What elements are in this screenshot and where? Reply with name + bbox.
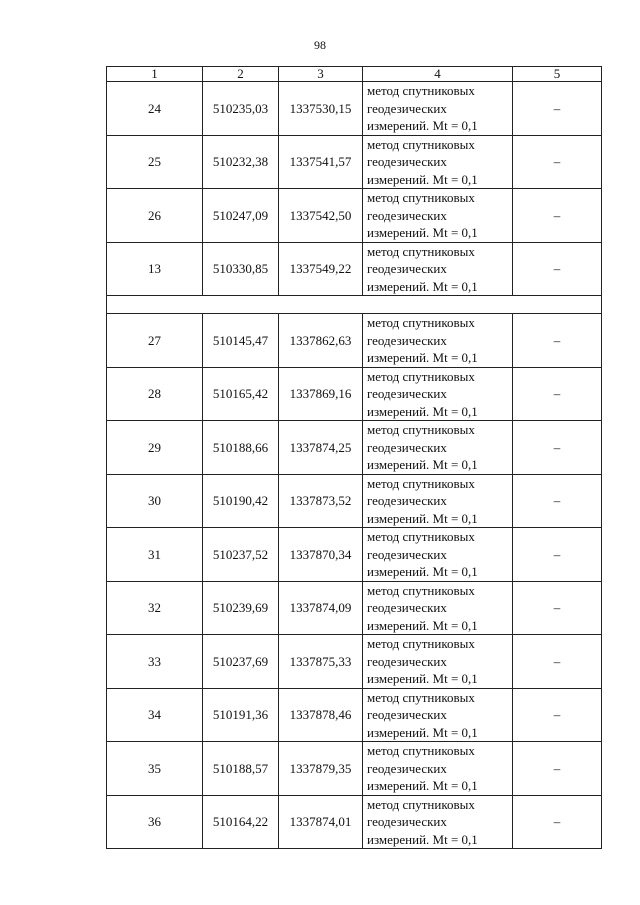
method-cell: [363, 474, 513, 528]
column-5-value: –: [513, 742, 602, 796]
column-5-value: –: [513, 581, 602, 635]
coordinate-x: 510235,03: [203, 82, 279, 136]
header-cell-3: 3: [279, 67, 363, 82]
method-line-2: геодезических: [367, 707, 447, 722]
separator-cell: [107, 296, 602, 314]
method-cell: [363, 314, 513, 368]
point-number: 34: [107, 688, 203, 742]
method-line-3: измерений. Mt = 0,1: [367, 617, 478, 633]
column-5-value: –: [513, 367, 602, 421]
method-line-3: измерений. Mt = 0,1: [367, 724, 478, 740]
method-line-3: измерений. Mt = 0,1: [367, 118, 478, 133]
method-line-1: метод спутниковых: [367, 190, 475, 205]
point-number: 35: [107, 742, 203, 796]
coordinate-y: 1337878,46: [279, 688, 363, 742]
table-row: [107, 135, 602, 189]
point-number: 31: [107, 528, 203, 582]
header-cell-1: 1: [107, 67, 203, 82]
coordinate-y: 1337874,09: [279, 581, 363, 635]
column-5-value: –: [513, 635, 602, 689]
coordinates-table: [106, 66, 602, 849]
method-cell: [363, 242, 513, 296]
coordinate-y: 1337879,35: [279, 742, 363, 796]
table-row: [107, 635, 602, 689]
coordinate-x: 510330,85: [203, 242, 279, 296]
coordinate-y: 1337874,01: [279, 795, 363, 849]
point-number: 29: [107, 421, 203, 475]
method-line-3: измерений. Mt = 0,1: [367, 171, 478, 187]
coordinate-x: 510237,52: [203, 528, 279, 582]
coordinate-y: 1337862,63: [279, 314, 363, 368]
coordinate-y: 1337870,34: [279, 528, 363, 582]
method-cell: [363, 135, 513, 189]
column-5-value: –: [513, 314, 602, 368]
point-number: 36: [107, 795, 203, 849]
table-row: [107, 367, 602, 421]
method-line-1: метод спутниковых: [367, 83, 475, 98]
method-line-2: геодезических: [367, 814, 447, 829]
method-line-3: измерений. Mt = 0,1: [367, 457, 478, 472]
point-number: 32: [107, 581, 203, 635]
column-5-value: –: [513, 421, 602, 475]
method-line-2: геодезических: [367, 332, 447, 348]
method-cell: [363, 189, 513, 243]
point-number: 13: [107, 242, 203, 296]
point-number: 25: [107, 135, 203, 189]
method-line-3: измерений. Mt = 0,1: [367, 225, 478, 240]
coordinate-x: 510247,09: [203, 189, 279, 243]
table-row: [107, 688, 602, 742]
coordinate-x: 510191,36: [203, 688, 279, 742]
column-5-value: –: [513, 242, 602, 296]
method-line-1: метод спутниковых: [367, 636, 475, 651]
method-line-3: измерений. Mt = 0,1: [367, 671, 478, 686]
method-line-1: метод спутниковых: [367, 136, 475, 152]
coordinate-x: 510188,57: [203, 742, 279, 796]
point-number: 24: [107, 82, 203, 136]
method-line-1: метод спутниковых: [367, 529, 475, 544]
table-header-row: [107, 67, 602, 82]
method-line-2: геодезических: [367, 386, 447, 401]
method-line-3: измерений. Mt = 0,1: [367, 831, 478, 847]
header-cell-2: 2: [203, 67, 279, 82]
method-line-2: геодезических: [367, 207, 447, 223]
method-cell: [363, 528, 513, 582]
method-line-2: геодезических: [367, 154, 447, 169]
table-row: [107, 528, 602, 582]
method-line-2: геодезических: [367, 653, 447, 669]
method-cell: [363, 742, 513, 796]
coordinate-x: 510232,38: [203, 135, 279, 189]
table-row: [107, 581, 602, 635]
method-line-1: метод спутниковых: [367, 475, 475, 491]
coordinate-y: 1337874,25: [279, 421, 363, 475]
table-row: [107, 474, 602, 528]
method-line-2: геодезических: [367, 100, 447, 116]
method-cell: [363, 795, 513, 849]
table-row: [107, 421, 602, 475]
point-number: 33: [107, 635, 203, 689]
method-line-1: метод спутниковых: [367, 243, 475, 259]
coordinate-x: 510164,22: [203, 795, 279, 849]
method-line-1: метод спутниковых: [367, 368, 475, 384]
column-5-value: –: [513, 189, 602, 243]
coordinate-y: 1337875,33: [279, 635, 363, 689]
table-row: [107, 242, 602, 296]
method-line-2: геодезических: [367, 546, 447, 562]
method-line-3: измерений. Mt = 0,1: [367, 564, 478, 579]
method-line-1: метод спутниковых: [367, 315, 475, 330]
coordinate-y: 1337549,22: [279, 242, 363, 296]
coordinate-x: 510165,42: [203, 367, 279, 421]
method-line-3: измерений. Mt = 0,1: [367, 510, 478, 526]
coordinate-y: 1337541,57: [279, 135, 363, 189]
column-5-value: –: [513, 82, 602, 136]
method-cell: [363, 688, 513, 742]
method-line-2: геодезических: [367, 600, 447, 615]
method-line-2: геодезических: [367, 760, 447, 776]
coordinate-x: 510237,69: [203, 635, 279, 689]
method-line-1: метод спутниковых: [367, 582, 475, 598]
method-line-3: измерений. Mt = 0,1: [367, 350, 478, 365]
point-number: 27: [107, 314, 203, 368]
coordinate-x: 510188,66: [203, 421, 279, 475]
method-line-2: геодезических: [367, 261, 447, 276]
point-number: 26: [107, 189, 203, 243]
column-5-value: –: [513, 795, 602, 849]
method-line-1: метод спутниковых: [367, 689, 475, 705]
point-number: 30: [107, 474, 203, 528]
coordinate-y: 1337542,50: [279, 189, 363, 243]
page-number: 98: [314, 38, 326, 52]
coordinate-x: 510239,69: [203, 581, 279, 635]
method-line-2: геодезических: [367, 439, 447, 455]
table-row: [107, 82, 602, 136]
method-line-1: метод спутниковых: [367, 743, 475, 758]
method-cell: [363, 82, 513, 136]
column-5-value: –: [513, 135, 602, 189]
table-row: [107, 314, 602, 368]
coordinate-x: 510190,42: [203, 474, 279, 528]
method-line-3: измерений. Mt = 0,1: [367, 278, 478, 294]
table-row: [107, 795, 602, 849]
coordinate-y: 1337530,15: [279, 82, 363, 136]
method-cell: [363, 367, 513, 421]
coordinate-y: 1337873,52: [279, 474, 363, 528]
coordinate-x: 510145,47: [203, 314, 279, 368]
table-row: [107, 189, 602, 243]
point-number: 28: [107, 367, 203, 421]
column-5-value: –: [513, 474, 602, 528]
method-line-3: измерений. Mt = 0,1: [367, 403, 478, 419]
method-cell: [363, 635, 513, 689]
method-line-1: метод спутниковых: [367, 796, 475, 812]
method-line-2: геодезических: [367, 493, 447, 508]
column-5-value: –: [513, 528, 602, 582]
header-cell-5: 5: [513, 67, 602, 82]
coordinates-table-body: [107, 67, 602, 849]
coordinate-y: 1337869,16: [279, 367, 363, 421]
table-row: [107, 742, 602, 796]
method-line-3: измерений. Mt = 0,1: [367, 778, 478, 793]
table-separator-row: [107, 296, 602, 314]
method-cell: [363, 421, 513, 475]
column-5-value: –: [513, 688, 602, 742]
method-line-1: метод спутниковых: [367, 422, 475, 437]
header-cell-4: 4: [363, 67, 513, 82]
method-cell: [363, 581, 513, 635]
